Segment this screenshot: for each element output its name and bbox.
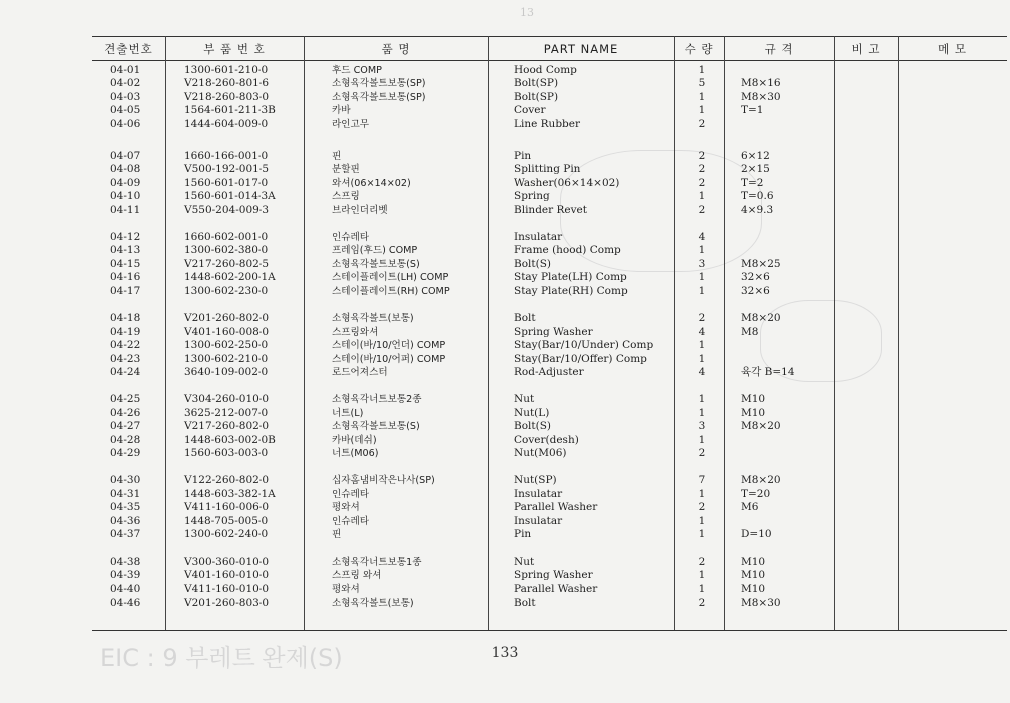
part-name-cell: Spring Washer <box>514 326 593 338</box>
part-number-cell: V122-260-802-0 <box>184 474 270 486</box>
index-no-cell: 04-05 <box>110 104 141 116</box>
part-number-cell: 1444-604-009-0 <box>184 118 269 130</box>
spec-cell: M10 <box>741 407 766 419</box>
quantity-cell: 1 <box>698 528 706 540</box>
quantity-cell: 1 <box>698 64 706 76</box>
spec-cell: 4×9.3 <box>741 204 774 216</box>
table-row <box>0 528 1010 541</box>
index-no-cell: 04-27 <box>110 420 141 432</box>
spec-cell: 6×12 <box>741 150 770 162</box>
index-no-cell: 04-46 <box>110 597 141 609</box>
header-quantity: 수 량 <box>684 42 714 56</box>
table-row <box>0 258 1010 271</box>
table-row <box>0 569 1010 582</box>
table-row <box>0 271 1010 284</box>
korean-name-cell: 인슈레타 <box>332 489 370 500</box>
part-name-cell: Bolt(SP) <box>514 91 559 103</box>
table-row <box>0 177 1010 190</box>
part-number-cell: V401-160-008-0 <box>184 326 270 338</box>
part-number-cell: V401-160-010-0 <box>184 569 270 581</box>
index-no-cell: 04-18 <box>110 312 141 324</box>
spec-cell: T=0.6 <box>741 190 774 202</box>
korean-name-cell: 카바(데쉬) <box>332 435 377 446</box>
korean-name-cell: 와셔(06×14×02) <box>332 178 411 189</box>
part-number-cell: 1300-602-240-0 <box>184 528 269 540</box>
table-row <box>0 515 1010 528</box>
index-no-cell: 04-29 <box>110 447 141 459</box>
spec-cell: M6 <box>741 501 759 513</box>
part-number-cell: V411-160-006-0 <box>184 501 270 513</box>
quantity-cell: 2 <box>698 118 706 130</box>
part-name-cell: Stay(Bar/10/Offer) Comp <box>514 353 647 365</box>
part-number-cell: 1300-602-250-0 <box>184 339 269 351</box>
korean-name-cell: 카바 <box>332 105 351 116</box>
table-row <box>0 77 1010 90</box>
part-name-cell: Nut <box>514 393 535 405</box>
part-name-cell: Washer(06×14×02) <box>514 177 620 189</box>
part-number-cell: 1300-601-210-0 <box>184 64 269 76</box>
part-number-cell: 3625-212-007-0 <box>184 407 269 419</box>
table-row <box>0 583 1010 596</box>
quantity-cell: 1 <box>698 393 706 405</box>
quantity-cell: 1 <box>698 104 706 116</box>
header-remarks: 비 고 <box>851 42 881 56</box>
table-row <box>0 190 1010 203</box>
korean-name-cell: 소형육각볼트보통(SP) <box>332 78 426 89</box>
index-no-cell: 04-23 <box>110 353 141 365</box>
index-no-cell: 04-01 <box>110 64 141 76</box>
index-no-cell: 04-03 <box>110 91 141 103</box>
part-number-cell: 1300-602-380-0 <box>184 244 269 256</box>
part-number-cell: 1560-601-014-3A <box>184 190 276 202</box>
spec-cell: M8×16 <box>741 77 781 89</box>
quantity-cell: 1 <box>698 190 706 202</box>
table-row <box>0 163 1010 176</box>
spec-cell: T=20 <box>741 488 771 500</box>
index-no-cell: 04-35 <box>110 501 141 513</box>
table-row <box>0 420 1010 433</box>
spec-cell: T=1 <box>741 104 764 116</box>
part-number-cell: 1660-166-001-0 <box>184 150 269 162</box>
part-number-cell: V218-260-803-0 <box>184 91 270 103</box>
index-no-cell: 04-40 <box>110 583 141 595</box>
index-no-cell: 04-08 <box>110 163 141 175</box>
part-number-cell: V217-260-802-0 <box>184 420 270 432</box>
index-no-cell: 04-38 <box>110 556 141 568</box>
spec-cell: M10 <box>741 583 766 595</box>
part-number-cell: V201-260-802-0 <box>184 312 270 324</box>
korean-name-cell: 스테이(바/10/언더) COMP <box>332 340 446 351</box>
korean-name-cell: 브라인더리벳 <box>332 205 388 216</box>
korean-name-cell: 스프링 <box>332 191 360 202</box>
part-name-cell: Parallel Washer <box>514 583 598 595</box>
quantity-cell: 1 <box>698 407 706 419</box>
part-name-cell: Cover(desh) <box>514 434 579 446</box>
table-row <box>0 285 1010 298</box>
part-number-cell: 1560-603-003-0 <box>184 447 269 459</box>
part-number-cell: 3640-109-002-0 <box>184 366 269 378</box>
part-number-cell: V304-260-010-0 <box>184 393 270 405</box>
table-row <box>0 366 1010 379</box>
part-name-cell: Stay(Bar/10/Under) Comp <box>514 339 654 351</box>
table-row <box>0 474 1010 487</box>
korean-name-cell: 평와셔 <box>332 502 360 513</box>
header-spec: 규 격 <box>764 42 794 56</box>
korean-name-cell: 너트(L) <box>332 408 364 419</box>
korean-name-cell: 소형육각볼트(보통) <box>332 598 414 609</box>
part-name-cell: Cover <box>514 104 546 116</box>
part-number-cell: 1660-602-001-0 <box>184 231 269 243</box>
index-no-cell: 04-22 <box>110 339 141 351</box>
korean-name-cell: 라인고무 <box>332 119 370 130</box>
table-row <box>0 447 1010 460</box>
index-no-cell: 04-10 <box>110 190 141 202</box>
part-name-cell: Line Rubber <box>514 118 580 130</box>
part-number-cell: 1448-603-002-0B <box>184 434 276 446</box>
index-no-cell: 04-36 <box>110 515 141 527</box>
spec-cell: 육각 B=14 <box>741 366 795 378</box>
korean-name-cell: 너트(M06) <box>332 448 379 459</box>
korean-name-cell: 핀 <box>332 529 342 540</box>
part-name-cell: Spring Washer <box>514 569 593 581</box>
part-name-cell: Pin <box>514 528 532 540</box>
korean-name-cell: 프레임(후드) COMP <box>332 245 418 256</box>
korean-name-cell: 소형육각볼트보통(S) <box>332 421 420 432</box>
spec-cell: M8×30 <box>741 91 781 103</box>
index-no-cell: 04-37 <box>110 528 141 540</box>
part-name-cell: Nut(M06) <box>514 447 567 459</box>
korean-name-cell: 소형육각볼트보통(S) <box>332 259 420 270</box>
quantity-cell: 2 <box>698 501 706 513</box>
index-no-cell: 04-06 <box>110 118 141 130</box>
index-no-cell: 04-07 <box>110 150 141 162</box>
part-name-cell: Parallel Washer <box>514 501 598 513</box>
quantity-cell: 2 <box>698 150 706 162</box>
quantity-cell: 2 <box>698 447 706 459</box>
part-name-cell: Bolt(S) <box>514 258 552 270</box>
korean-name-cell: 소형육각너트보통2종 <box>332 394 422 405</box>
table-row <box>0 434 1010 447</box>
quantity-cell: 2 <box>698 556 706 568</box>
table-row <box>0 118 1010 131</box>
index-no-cell: 04-09 <box>110 177 141 189</box>
index-no-cell: 04-15 <box>110 258 141 270</box>
part-name-cell: Stay Plate(RH) Comp <box>514 285 628 297</box>
table-row <box>0 204 1010 217</box>
part-name-cell: Bolt <box>514 597 536 609</box>
korean-name-cell: 평와셔 <box>332 584 360 595</box>
index-no-cell: 04-28 <box>110 434 141 446</box>
quantity-cell: 4 <box>698 231 706 243</box>
table-row <box>0 312 1010 325</box>
quantity-cell: 2 <box>698 597 706 609</box>
part-name-cell: Stay Plate(LH) Comp <box>514 271 627 283</box>
index-no-cell: 04-31 <box>110 488 141 500</box>
quantity-cell: 1 <box>698 434 706 446</box>
table-row <box>0 353 1010 366</box>
part-name-cell: Insulatar <box>514 515 563 527</box>
part-name-cell: Bolt <box>514 312 536 324</box>
page-number: 133 <box>491 645 519 661</box>
part-number-cell: V500-192-001-5 <box>184 163 270 175</box>
korean-name-cell: 분할핀 <box>332 164 360 175</box>
index-no-cell: 04-12 <box>110 231 141 243</box>
table-row <box>0 556 1010 569</box>
quantity-cell: 1 <box>698 569 706 581</box>
part-number-cell: V218-260-801-6 <box>184 77 270 89</box>
quantity-cell: 2 <box>698 312 706 324</box>
spec-cell: 32×6 <box>741 271 770 283</box>
table-row <box>0 91 1010 104</box>
table-row <box>0 231 1010 244</box>
quantity-cell: 5 <box>698 77 706 89</box>
part-number-cell: 1300-602-230-0 <box>184 285 269 297</box>
index-no-cell: 04-02 <box>110 77 141 89</box>
index-no-cell: 04-39 <box>110 569 141 581</box>
table-row <box>0 64 1010 77</box>
spec-cell: M8 <box>741 326 759 338</box>
korean-name-cell: 로드어져스터 <box>332 367 388 378</box>
quantity-cell: 1 <box>698 488 706 500</box>
part-number-cell: V411-160-010-0 <box>184 583 270 595</box>
quantity-cell: 1 <box>698 353 706 365</box>
quantity-cell: 1 <box>698 285 706 297</box>
part-number-cell: 1448-705-005-0 <box>184 515 269 527</box>
part-number-cell: 1448-603-382-1A <box>184 488 276 500</box>
quantity-cell: 4 <box>698 366 706 378</box>
korean-name-cell: 소형육각볼트보통(SP) <box>332 92 426 103</box>
korean-name-cell: 인슈레타 <box>332 232 370 243</box>
top-page-mark: 13 <box>520 6 534 19</box>
korean-name-cell: 스테이플레이트(RH) COMP <box>332 286 450 297</box>
quantity-cell: 3 <box>698 420 706 432</box>
table-row <box>0 326 1010 339</box>
index-no-cell: 04-16 <box>110 271 141 283</box>
header-korean-name: 품 명 <box>381 42 411 56</box>
part-name-cell: Nut(SP) <box>514 474 557 486</box>
korean-name-cell: 십자홈냄비작은나사(SP) <box>332 475 435 486</box>
korean-name-cell: 인슈레타 <box>332 516 370 527</box>
table-row <box>0 104 1010 117</box>
spec-cell: M8×25 <box>741 258 781 270</box>
index-no-cell: 04-19 <box>110 326 141 338</box>
part-number-cell: 1300-602-210-0 <box>184 353 269 365</box>
part-name-cell: Nut(L) <box>514 407 550 419</box>
table-row <box>0 501 1010 514</box>
korean-name-cell: 핀 <box>332 151 342 162</box>
korean-name-cell: 스테이플레이트(LH) COMP <box>332 272 449 283</box>
quantity-cell: 1 <box>698 339 706 351</box>
table-row <box>0 393 1010 406</box>
spec-cell: M8×20 <box>741 312 781 324</box>
part-number-cell: V217-260-802-5 <box>184 258 270 270</box>
quantity-cell: 2 <box>698 163 706 175</box>
ghost-bleed-through-text: EIC : 9 부레트 완제(S) <box>100 644 343 672</box>
quantity-cell: 1 <box>698 515 706 527</box>
part-name-cell: Rod-Adjuster <box>514 366 584 378</box>
part-number-cell: 1448-602-200-1A <box>184 271 276 283</box>
header-memo: 메 모 <box>938 42 967 56</box>
part-number-cell: 1564-601-211-3B <box>184 104 276 116</box>
index-no-cell: 04-26 <box>110 407 141 419</box>
header-part-name: PART NAME <box>543 42 619 56</box>
table-row <box>0 339 1010 352</box>
index-no-cell: 04-17 <box>110 285 141 297</box>
table-row <box>0 407 1010 420</box>
quantity-cell: 2 <box>698 204 706 216</box>
korean-name-cell: 스프링 와셔 <box>332 570 382 581</box>
part-number-cell: V300-360-010-0 <box>184 556 270 568</box>
spec-cell: M8×20 <box>741 420 781 432</box>
table-row <box>0 150 1010 163</box>
part-name-cell: Bolt(S) <box>514 420 552 432</box>
quantity-cell: 4 <box>698 326 706 338</box>
part-number-cell: 1560-601-017-0 <box>184 177 269 189</box>
spec-cell: M10 <box>741 569 766 581</box>
part-name-cell: Pin <box>514 150 532 162</box>
spec-cell: D=10 <box>741 528 772 540</box>
quantity-cell: 1 <box>698 244 706 256</box>
header-index-no: 견출번호 <box>104 42 153 56</box>
part-name-cell: Insulatar <box>514 231 563 243</box>
table-row <box>0 597 1010 610</box>
korean-name-cell: 스프링와셔 <box>332 327 379 338</box>
part-name-cell: Spring <box>514 190 550 202</box>
korean-name-cell: 후드 COMP <box>332 65 382 76</box>
header-part-number: 부 품 번 호 <box>203 42 266 56</box>
spec-cell: 32×6 <box>741 285 770 297</box>
part-name-cell: Bolt(SP) <box>514 77 559 89</box>
part-name-cell: Hood Comp <box>514 64 577 76</box>
korean-name-cell: 스테이(바/10/어퍼) COMP <box>332 354 446 365</box>
index-no-cell: 04-13 <box>110 244 141 256</box>
spec-cell: M8×20 <box>741 474 781 486</box>
spec-cell: M10 <box>741 393 766 405</box>
index-no-cell: 04-11 <box>110 204 141 216</box>
quantity-cell: 2 <box>698 177 706 189</box>
spec-cell: M8×30 <box>741 597 781 609</box>
index-no-cell: 04-25 <box>110 393 141 405</box>
quantity-cell: 1 <box>698 271 706 283</box>
korean-name-cell: 소형육각볼트(보통) <box>332 313 414 324</box>
quantity-cell: 3 <box>698 258 706 270</box>
korean-name-cell: 소형육각너트보통1종 <box>332 557 422 568</box>
spec-cell: M10 <box>741 556 766 568</box>
part-name-cell: Nut <box>514 556 535 568</box>
part-name-cell: Blinder Revet <box>514 204 587 216</box>
spec-cell: 2×15 <box>741 163 770 175</box>
part-name-cell: Splitting Pin <box>514 163 581 175</box>
quantity-cell: 7 <box>698 474 706 486</box>
part-number-cell: V201-260-803-0 <box>184 597 270 609</box>
quantity-cell: 1 <box>698 91 706 103</box>
index-no-cell: 04-30 <box>110 474 141 486</box>
index-no-cell: 04-24 <box>110 366 141 378</box>
table-row <box>0 244 1010 257</box>
part-number-cell: V550-204-009-3 <box>184 204 270 216</box>
part-name-cell: Frame (hood) Comp <box>514 244 621 256</box>
spec-cell: T=2 <box>741 177 764 189</box>
quantity-cell: 1 <box>698 583 706 595</box>
table-row <box>0 488 1010 501</box>
part-name-cell: Insulatar <box>514 488 563 500</box>
